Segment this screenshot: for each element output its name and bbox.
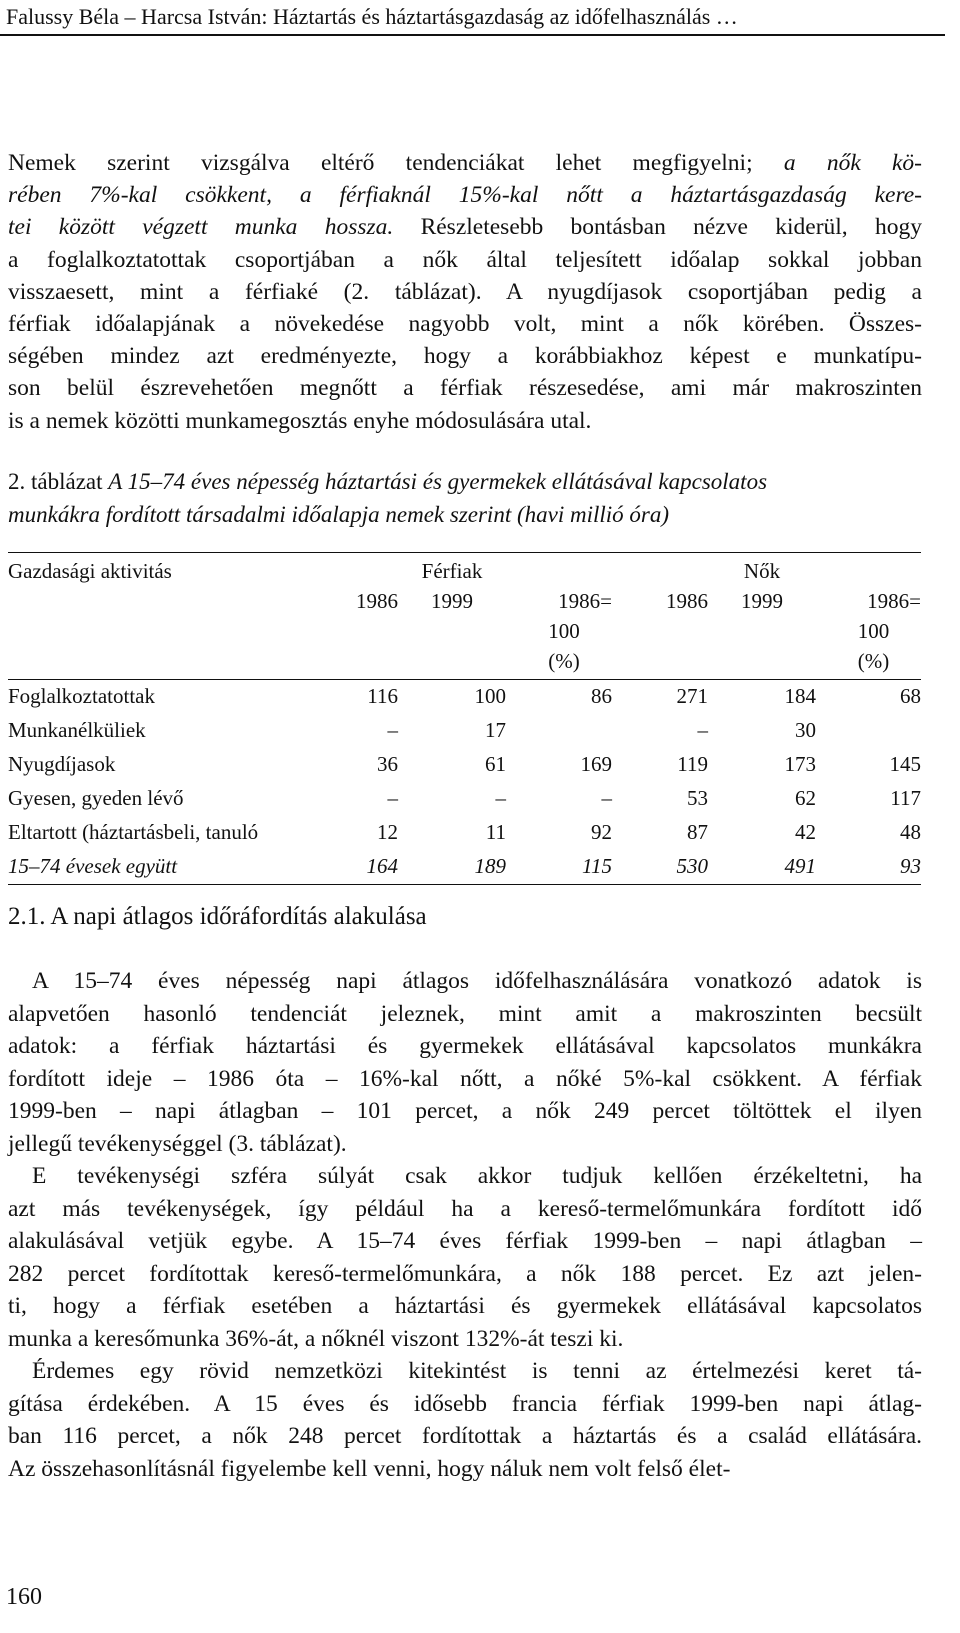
intro-line <box>8 405 922 437</box>
intro-line <box>8 211 922 243</box>
body-paragraph-1 <box>8 965 922 1161</box>
intro-line-text: ségében mindez azt eredményezte, hogy a korábbiakhoz képest e munkatípu- <box>8 343 922 370</box>
table-cell: 86 <box>591 684 612 708</box>
col-header-index: 1986= <box>867 589 921 613</box>
intro-line <box>8 244 922 276</box>
body-line: A 15–74 éves népesség napi átlagos időfelhasználására vonatkozó adatok is <box>32 968 922 994</box>
table-cell <box>506 714 612 748</box>
intro-line-text: a foglalkoztatottak csoportjában a nők által teljesített időalap sokkal jobban <box>8 246 922 273</box>
header-rule <box>0 34 945 36</box>
intro-line <box>8 340 922 372</box>
row-label: Gyesen, gyeden lévő <box>8 786 184 810</box>
stub-header: Gazdasági aktivitás <box>8 559 172 583</box>
table-cell: 145 <box>889 752 921 776</box>
page-number: 160 <box>6 1584 42 1610</box>
body-line: adatok: a férfiak háztartási és gyermekek ellátásával kapcsolatos munkákra <box>8 1033 922 1060</box>
table-cell: 61 <box>485 752 506 776</box>
table-total-row <box>8 850 921 885</box>
table-row <box>8 782 921 816</box>
intro-line-text: férfiak időalapjának a növekedése nagyobb volt, mint a nők körében. Összes- <box>8 311 922 338</box>
table-cell: 271 <box>676 684 708 708</box>
row-label: Eltartott (háztartásbeli, tanuló <box>8 820 259 844</box>
table-caption-line1: A 15–74 éves népesség háztartási és gyermekek ellátásával kapcsolatos <box>108 469 768 494</box>
table-cell: – <box>697 718 708 742</box>
intro-line-text: Nemek szerint vizsgálva eltérő tendenciákat lehet megfigyelni; <box>8 150 784 176</box>
table-cell: 17 <box>485 718 506 742</box>
table-cell: 48 <box>900 820 921 844</box>
body-paragraph-3 <box>8 1355 922 1485</box>
table-cell: 530 <box>612 850 708 885</box>
intro-line-italic: a nők kö- <box>783 150 923 176</box>
body-line: ti, hogy a férfiak esetében a háztartási és gyermekek ellátásával kapcsolatos <box>8 1293 922 1320</box>
col-header-index: 1986= <box>558 589 612 613</box>
table-cell: 100 <box>474 684 506 708</box>
table-cell: 92 <box>591 820 612 844</box>
table-cell: 117 <box>890 786 921 810</box>
row-label: 15–74 évesek együtt <box>8 850 308 885</box>
table-cell: 116 <box>367 684 398 708</box>
intro-line-italic: rében 7%-kal csökkent, a férfiaknál 15%-kal nőtt a háztartásgazdaság kere- <box>8 182 922 209</box>
table-cell: – <box>495 786 506 810</box>
table-cell: 93 <box>816 850 921 885</box>
table-cell: 119 <box>677 752 708 776</box>
body-line: gítása érdekében. A 15 éves és idősebb francia férfiak 1999-ben napi átlag- <box>8 1390 922 1417</box>
table-cell: 87 <box>687 820 708 844</box>
body-line: munka a keresőmunka 36%-át, a nőknél viszont 132%-át teszi ki. <box>8 1325 624 1352</box>
intro-line-text: is a nemek közötti munkamegosztás enyhe módosulására utal. <box>8 407 592 434</box>
table-cell: 30 <box>795 718 816 742</box>
intro-paragraph <box>8 147 922 437</box>
body-paragraph-2 <box>8 1160 922 1356</box>
table-cell: 169 <box>580 752 612 776</box>
body-line: fordított ideje – 1986 óta – 16%-kal nőtt, a nőké 5%-kal csökkent. A férfiak <box>8 1065 922 1092</box>
body-line: alapvetően hasonló tendenciát jeleznek, mint amit a makroszinten becsült <box>8 1000 922 1027</box>
table-caption-label: 2. táblázat <box>8 469 103 494</box>
body-line: 1999-ben – napi átlagban – 101 percet, a nők 249 percet töltöttek el ilyen <box>8 1098 922 1125</box>
table-cell <box>816 714 921 748</box>
intro-line <box>8 179 922 211</box>
col-header-index-unit: (%) <box>506 649 612 680</box>
table-row <box>8 816 921 850</box>
table-cell: – <box>601 786 612 810</box>
section-heading: 2.1. A napi átlagos időráfordítás alakulása <box>8 903 427 930</box>
table-caption <box>8 465 922 531</box>
intro-line <box>8 308 922 340</box>
col-header-1986: 1986 <box>356 589 398 613</box>
row-label: Nyugdíjasok <box>8 752 116 776</box>
table-cell: 36 <box>377 752 398 776</box>
body-line: Az összehasonlításnál figyelembe kell venni, hogy náluk nem volt felső élet- <box>8 1455 731 1482</box>
table-cell: – <box>387 786 398 810</box>
table-cell: 173 <box>784 752 816 776</box>
intro-line-text: Részletesebb bontásban nézve kiderül, hogy <box>393 214 922 241</box>
table-row <box>8 680 921 715</box>
col-header-1986: 1986 <box>666 589 708 613</box>
running-head: Falussy Béla – Harcsa István: Háztartás és háztartásgazdaság az időfelhasználás … <box>6 4 738 29</box>
col-header-index-base: 100 <box>548 619 580 643</box>
table-cell: 184 <box>784 684 816 708</box>
table-caption-line2: munkákra fordított társadalmi időalapja nemek szerint (havi millió óra) <box>8 502 669 527</box>
table-cell: 491 <box>708 850 816 885</box>
body-line: azt más tevékenységek, így például ha a kereső-termelőmunkára fordított idő <box>8 1195 922 1222</box>
body-line: 282 percet fordítottak kereső-termelőmunkára, a nők 188 percet. Ez azt jelen- <box>8 1260 922 1287</box>
table-cell: 115 <box>506 850 612 885</box>
body-line: ban 116 percet, a nők 248 percet fordítottak a háztartás és a család ellátására. <box>8 1423 922 1450</box>
table-cell: 53 <box>687 786 708 810</box>
table-cell: 12 <box>377 820 398 844</box>
body-line: Érdemes egy rövid nemzetközi kitekintést is tenni az értelmezési keret tá- <box>32 1358 922 1384</box>
table-cell: 62 <box>795 786 816 810</box>
table-row <box>8 714 921 748</box>
table-cell: 42 <box>795 820 816 844</box>
col-header-1999: 1999 <box>741 589 783 613</box>
col-header-index-base: 100 <box>857 619 890 643</box>
intro-line <box>8 147 922 179</box>
table-cell: 164 <box>308 850 398 885</box>
body-line: jellegű tevékenységgel (3. táblázat). <box>8 1130 347 1157</box>
intro-line <box>8 372 922 404</box>
group-header-female: Nők <box>743 559 781 583</box>
intro-line-text: visszaesett, mint a férfiaké (2. táblázat). A nyugdíjasok csoportjában pedig a <box>8 278 922 305</box>
col-header-1999: 1999 <box>431 589 473 613</box>
col-header-index-unit: (%) <box>816 649 921 680</box>
intro-line <box>8 276 922 308</box>
row-label: Munkanélküliek <box>8 718 146 742</box>
intro-line-italic: tei között végzett munka hossza. <box>8 214 394 241</box>
body-line: E tevékenységi szféra súlyát csak akkor tudjuk kellően érzékeltetni, ha <box>32 1163 922 1189</box>
table-cell: 68 <box>900 684 921 708</box>
row-label: Foglalkoztatottak <box>8 684 155 708</box>
table-cell: 11 <box>485 820 506 844</box>
intro-line-text: son belül észrevehetően megnőtt a férfiak részesedése, ami már makroszinten <box>8 375 922 402</box>
body-line: alakulásával vetjük egybe. A 15–74 éves férfiak 1999-ben – napi átlagban – <box>8 1228 922 1255</box>
table-cell: 189 <box>398 850 506 885</box>
group-header-male: Férfiak <box>421 559 483 583</box>
table-row <box>8 748 921 782</box>
table-cell: – <box>387 718 398 742</box>
data-table <box>8 552 921 885</box>
